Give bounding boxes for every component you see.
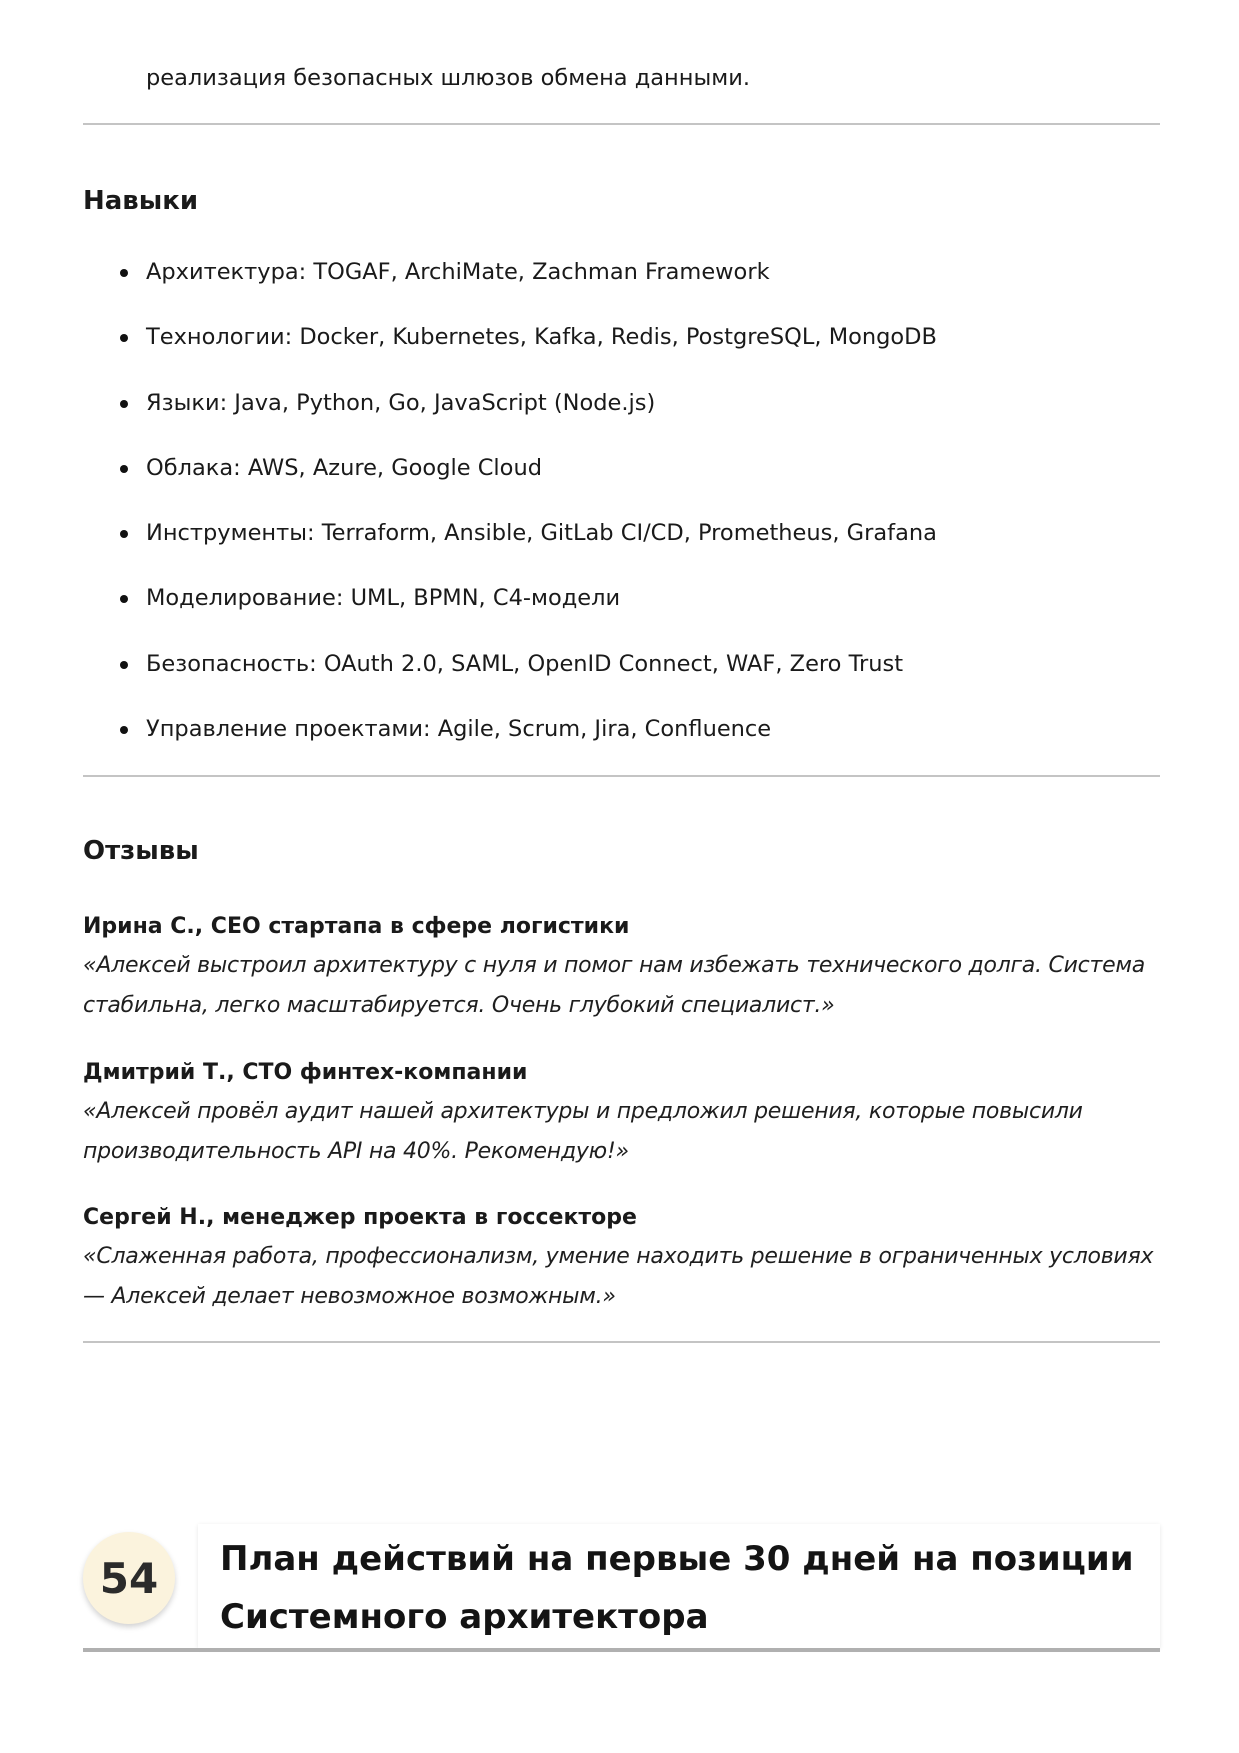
review-text: «Слаженная работа, профессионализм, умение находить решение в ограниченных условиях — Алексей делает невозможное возможным.»: [83, 1244, 1154, 1309]
divider: [83, 775, 1160, 777]
review-author: Дмитрий Т., CTO финтех-компании: [83, 1060, 528, 1085]
review-text: «Алексей провёл аудит нашей архитектуры и предложил решения, которые повысили производительность API на 40%. Рекомендую!»: [83, 1099, 1083, 1164]
divider: [83, 123, 1160, 125]
review-text: «Алексей выстроил архитектуру с нуля и помог нам избежать технического долга. Система стабильна, легко масштабируется. Очень глубокий специалист.»: [83, 953, 1145, 1018]
intro-line: реализация безопасных шлюзов обмена данными.: [146, 65, 750, 91]
bullet-icon: [120, 334, 128, 342]
skill-text: Управление проектами: Agile, Scrum, Jira, Confluence: [146, 716, 772, 743]
skill-text: Инструменты: Terraform, Ansible, GitLab CI/CD, Prometheus, Grafana: [146, 520, 937, 547]
skill-text: Безопасность: OAuth 2.0, SAML, OpenID Connect, WAF, Zero Trust: [146, 650, 904, 677]
bullet-icon: [120, 661, 128, 669]
review-author: Сергей Н., менеджер проекта в госсекторе: [83, 1205, 637, 1230]
bullet-icon: [120, 400, 128, 408]
bullet-icon: [120, 530, 128, 538]
skill-text: Моделирование: UML, BPMN, C4-модели: [146, 585, 621, 612]
chapter-title: План действий на первые 30 дней на позиции Системного архитектора: [220, 1539, 1134, 1637]
bullet-icon: [120, 465, 128, 473]
bullet-icon: [120, 269, 128, 277]
skill-text: Технологии: Docker, Kubernetes, Kafka, Redis, PostgreSQL, MongoDB: [146, 324, 937, 351]
reviews-heading: Отзывы: [83, 836, 199, 866]
skill-text: Архитектура: TOGAF, ArchiMate, Zachman Framework: [146, 259, 770, 285]
review-author: Ирина С., CEO стартапа в сфере логистики: [83, 914, 630, 939]
bullet-icon: [120, 726, 128, 734]
skills-heading: Навыки: [83, 186, 199, 216]
skill-text: Языки: Java, Python, Go, JavaScript (Node.js): [146, 389, 656, 416]
bullet-icon: [120, 595, 128, 603]
divider: [83, 1341, 1160, 1343]
chapter-divider: [83, 1648, 1160, 1652]
skill-text: Облака: AWS, Azure, Google Cloud: [146, 454, 542, 481]
chapter-header: [198, 1524, 1160, 1648]
chapter-number-badge: 54: [83, 1532, 175, 1624]
